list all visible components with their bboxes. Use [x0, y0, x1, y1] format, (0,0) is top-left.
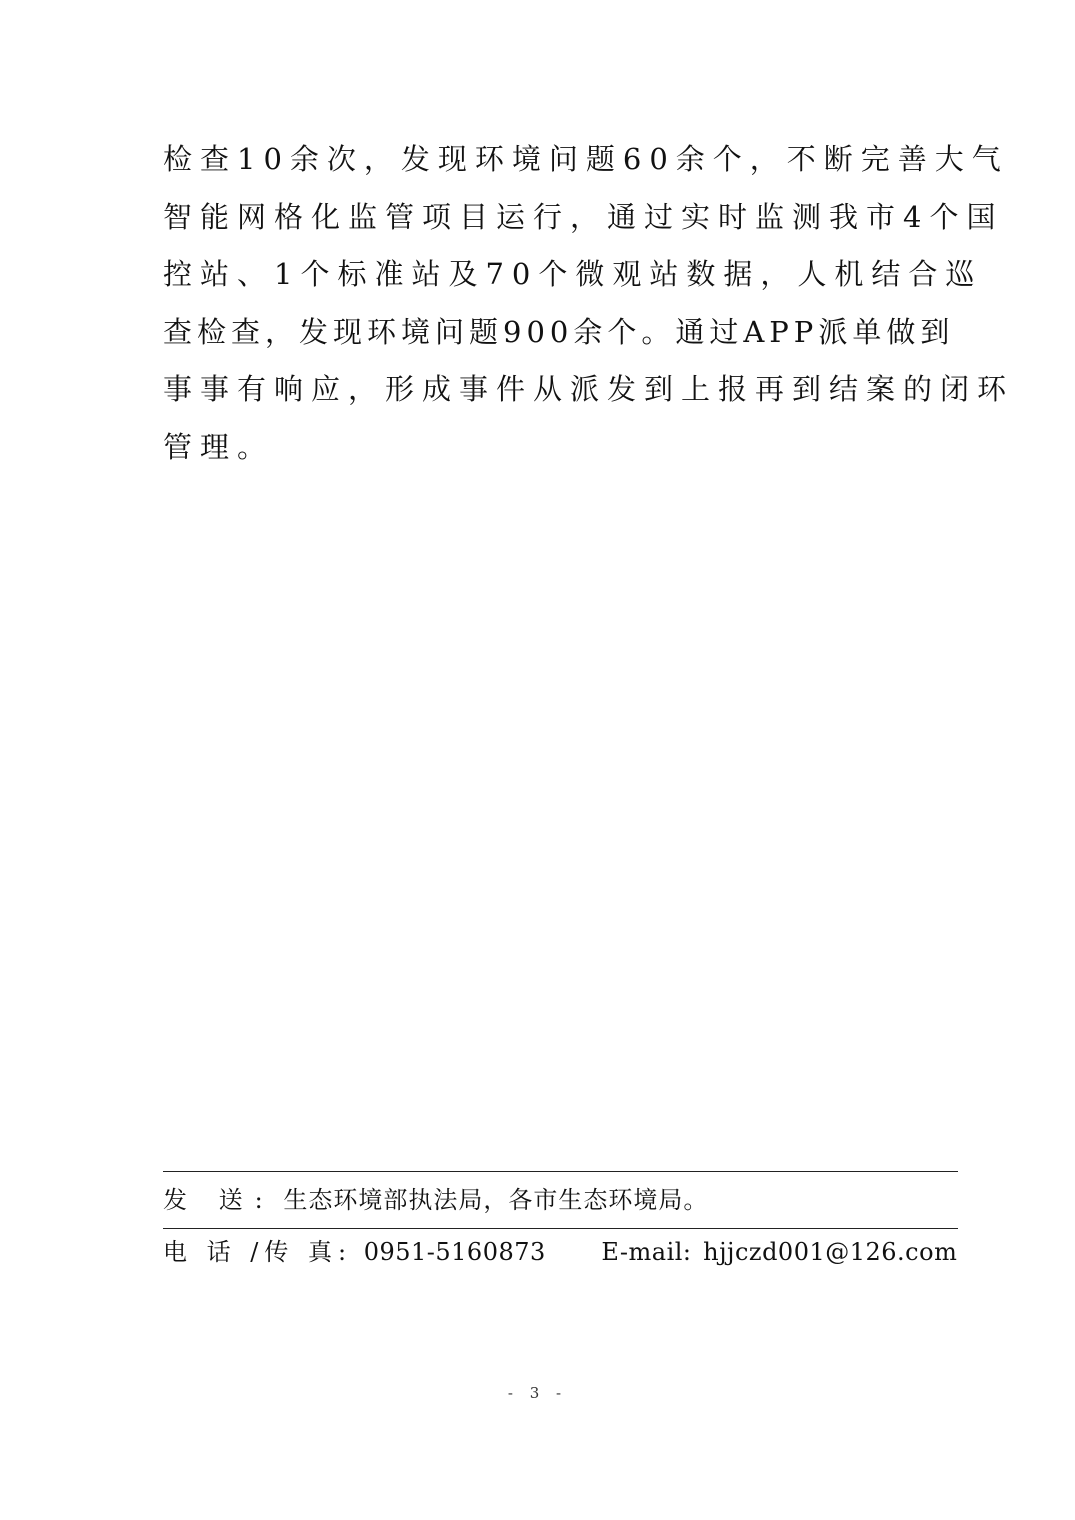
footer-bottom-rule [163, 1228, 958, 1229]
phone-fax-number: 0951-5160873 [363, 1238, 546, 1266]
distribution-line [163, 1184, 708, 1216]
footer-top-rule [163, 1171, 958, 1172]
body-line: 控站、1个标准站及70个微观站数据，人机结合巡 [163, 257, 983, 291]
body-line: 事事有响应，形成事件从派发到上报再到结案的闭环 [163, 372, 1015, 406]
phone-fax-label: 电 话 /传 真: [163, 1238, 353, 1266]
body-line: 查检查，发现环境问题900余个。通过APP派单做到 [163, 314, 955, 349]
distribution-label: 发 送: [163, 1186, 275, 1214]
body-text [163, 136, 1015, 481]
email-label: E-mail: [601, 1238, 692, 1266]
email-address: hjjczd001@126.com [703, 1238, 958, 1266]
body-line: 管理。 [163, 429, 275, 464]
page-number: - 3 - [507, 1384, 568, 1402]
body-line: 智能网格化监管项目运行，通过实时监测我市4个国 [163, 199, 1004, 234]
body-line: 检查10余次，发现环境问题60余个，不断完善大气 [163, 142, 1009, 176]
contact-line [163, 1236, 957, 1268]
distribution-recipients: 生态环境部执法局，各市生态环境局。 [283, 1186, 709, 1214]
